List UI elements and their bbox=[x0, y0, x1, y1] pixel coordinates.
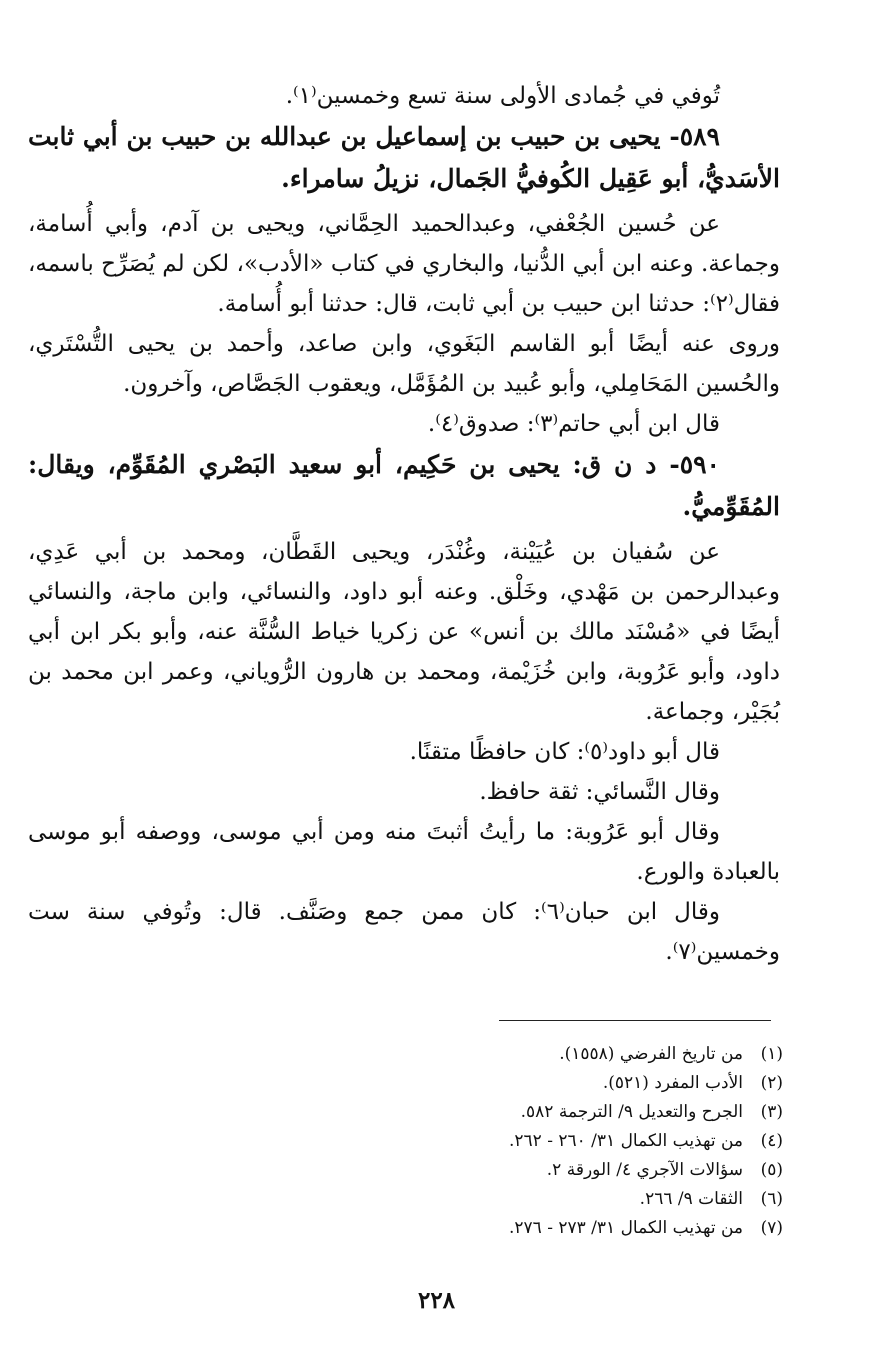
paragraph: قال أبو داود⁽٥⁾: كان حافظًا متقنًا. bbox=[409, 739, 720, 765]
page-number: ٢٢٨ bbox=[417, 1287, 456, 1314]
footnotes bbox=[283, 1040, 783, 1243]
paragraph: تُوفي في جُمادى الأولى سنة تسع وخمسين⁽١⁾. bbox=[285, 83, 720, 109]
footnote bbox=[283, 1040, 783, 1069]
footnote-text: من تهذيب الكمال ٣١/ ٢٧٣ - ٢٧٦. bbox=[508, 1218, 743, 1238]
paragraph: وقال أبو عَرُوبة: ما رأيتُ أثبتَ منه ومن أبي موسى، ووصفه أبو موسى بالعبادة والورع. bbox=[28, 819, 780, 885]
paragraph: وقال النَّسائي: ثقة حافظ. bbox=[479, 779, 720, 805]
paragraph: عن سُفيان بن عُيَيْنة، وغُنْدَر، ويحيى القَطَّان، ومحمد بن أبي عَدِي، وعبدالرحمن بن مَهْدي، وخَلْق. وعنه أبو داود، والنسائي، وابن ماجة، والنسائي أيضًا في «مُسْنَد مالك بن أنس» عن زكريا خياط السُّنَّة عنه، وأبو بكر ابن أبي داود، وأبو عَرُوبة، وابن خُزَيْمة، ومحمد بن هارون الرُّوياني، وعمر ابن محمد بن بُجَيْر، وجماعة. bbox=[28, 539, 780, 725]
footnote-text: من تهذيب الكمال ٣١/ ٢٦٠ - ٢٦٢. bbox=[508, 1131, 743, 1151]
footnote-text: الجرح والتعديل ٩/ الترجمة ٥٨٢. bbox=[520, 1102, 743, 1122]
footnote bbox=[283, 1127, 783, 1156]
biography-entry-heading: ٥٩٠- د ن ق: يحيى بن حَكِيم، أبو سعيد البَصْري المُقَوِّم، ويقال: المُقَوِّميُّ. bbox=[28, 450, 780, 521]
footnote-number: (٤) bbox=[760, 1131, 783, 1151]
footnote-text: من تاريخ الفرضي (١٥٥٨). bbox=[559, 1044, 743, 1064]
paragraph: وقال ابن حبان⁽٦⁾: كان ممن جمع وصَنَّف. قال: وتُوفي سنة ست وخمسين⁽٧⁾. bbox=[28, 899, 780, 965]
footnote-number: (٣) bbox=[760, 1102, 783, 1122]
footnote-number: (٧) bbox=[760, 1218, 783, 1238]
paragraph: وروى عنه أيضًا أبو القاسم البَغَوي، وابن صاعد، وأحمد بن يحيى التُّسْتَري، والحُسين المَحَامِلي، وأبو عُبيد بن المُؤَمَّل، ويعقوب الجَصَّاص، وآخرون. bbox=[28, 331, 780, 397]
paragraph: قال ابن أبي حاتم⁽٣⁾: صدوق⁽٤⁾. bbox=[427, 411, 720, 437]
paragraph: عن حُسين الجُعْفي، وعبدالحميد الحِمَّاني، ويحيى بن آدم، وأبي أُسامة، وجماعة. وعنه ابن أبي الدُّنيا، والبخاري في كتاب «الأدب»، لكن لم يُصَرِّح باسمه، فقال⁽٢⁾: حدثنا ابن حبيب بن أبي ثابت، قال: حدثنا أبو أُسامة. bbox=[28, 211, 780, 317]
footnote bbox=[283, 1098, 783, 1127]
footnote-number: (١) bbox=[760, 1044, 783, 1064]
footnote-text: الأدب المفرد (٥٢١). bbox=[602, 1073, 743, 1093]
footnote bbox=[283, 1214, 783, 1243]
footnote bbox=[283, 1185, 783, 1214]
footnote-text: الثقات ٩/ ٢٦٦. bbox=[639, 1189, 743, 1209]
footnote-text: سؤالات الآجري ٤/ الورقة ٢. bbox=[546, 1160, 743, 1180]
footnote bbox=[283, 1156, 783, 1185]
footnote bbox=[283, 1069, 783, 1098]
footnote-number: (٢) bbox=[760, 1073, 783, 1093]
main-text bbox=[28, 76, 780, 972]
biography-entry-heading: ٥٨٩- يحيى بن حبيب بن إسماعيل بن عبدالله بن حبيب بن أبي ثابت الأسَديُّ، أبو عَقِيل الكُوفيُّ الجَمال، نزيلُ سامراء. bbox=[28, 122, 780, 193]
footnote-number: (٦) bbox=[760, 1189, 783, 1209]
footnote-number: (٥) bbox=[760, 1160, 783, 1180]
footnote-divider bbox=[499, 1020, 771, 1021]
